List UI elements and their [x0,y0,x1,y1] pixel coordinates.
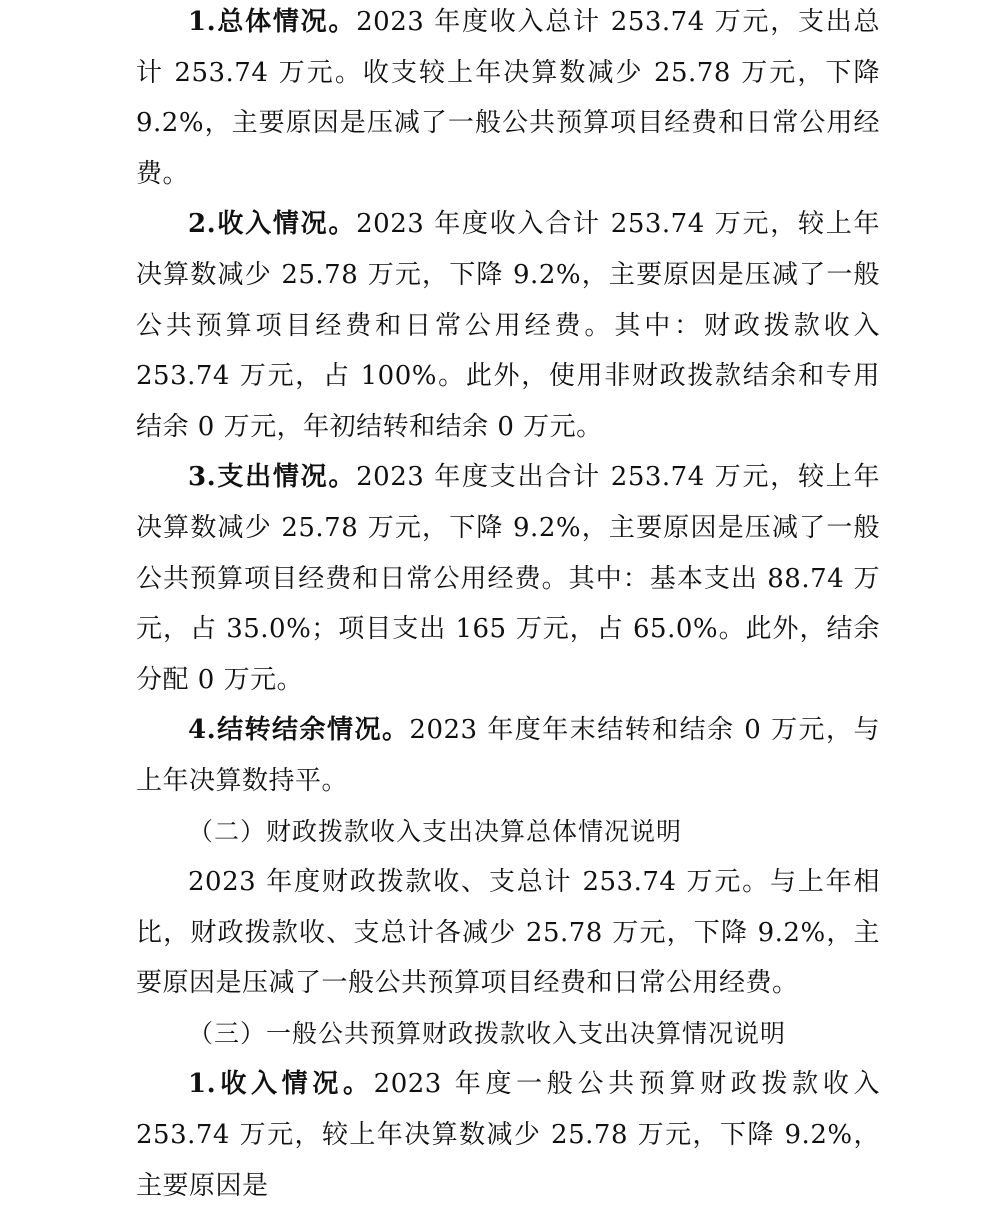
paragraph-lead: 1.收入情况。 [188,1069,374,1100]
paragraph-text: 2023 年度年末结转和结余 0 万元，与上年决算数持平。 [136,715,880,796]
section-heading-fiscal-overall: （二）财政拨款收入支出决算总体情况说明 [188,816,683,846]
paragraph-overall [136,0,880,199]
paragraph-lead: 3.支出情况。 [188,462,357,493]
paragraph-lead: 1.总体情况。 [188,7,357,37]
paragraph-income [136,199,880,452]
paragraph-text: 2023 年度收入总计 253.74 万元，支出总计 253.74 万元。收支较上年决算数减少 25.78 万元，下降 9.2%，主要原因是压减了一般公共预算项目经费和日常公用经费。 [136,7,880,189]
paragraph-expenditure [136,452,880,705]
section-heading-general-budget: （三）一般公共预算财政拨款收入支出决算情况说明 [188,1018,787,1048]
paragraph-text: 2023 年度一般公共预算财政拨款收入 253.74 万元，较上年决算数减少 25.78 万元，下降 9.2%，主要原因是 [136,1069,880,1201]
paragraph-text: 2023 年度财政拨款收、支总计 253.74 万元。与上年相比，财政拨款收、支总计各减少 25.78 万元，下降 9.2%，主要原因是压减了一般公共预算项目经费和日常公用经费。 [136,867,880,999]
paragraph-text: 2023 年度收入合计 253.74 万元，较上年决算数减少 25.78 万元，下降 9.2%，主要原因是压减了一般公共预算项目经费和日常公用经费。其中：财政拨款收入 253.74 万元，占 100%。此外，使用非财政拨款结余和专用结余 0 万元，年初结转和结余 0 万元。 [136,209,880,442]
paragraph-fiscal-overall [136,857,880,1009]
paragraph-lead: 2.收入情况。 [188,209,357,240]
paragraph-carryover [136,705,880,806]
paragraph-general-budget-income [136,1059,880,1211]
paragraph-text: 2023 年度支出合计 253.74 万元，较上年决算数减少 25.78 万元，下降 9.2%，主要原因是压减了一般公共预算项目经费和日常公用经费。其中：基本支出 88.74 万元，占 35.0%；项目支出 165 万元，占 65.0%。此外，结余分配 0 万元。 [136,462,880,695]
paragraph-lead: 4.结转结余情况。 [188,715,410,746]
